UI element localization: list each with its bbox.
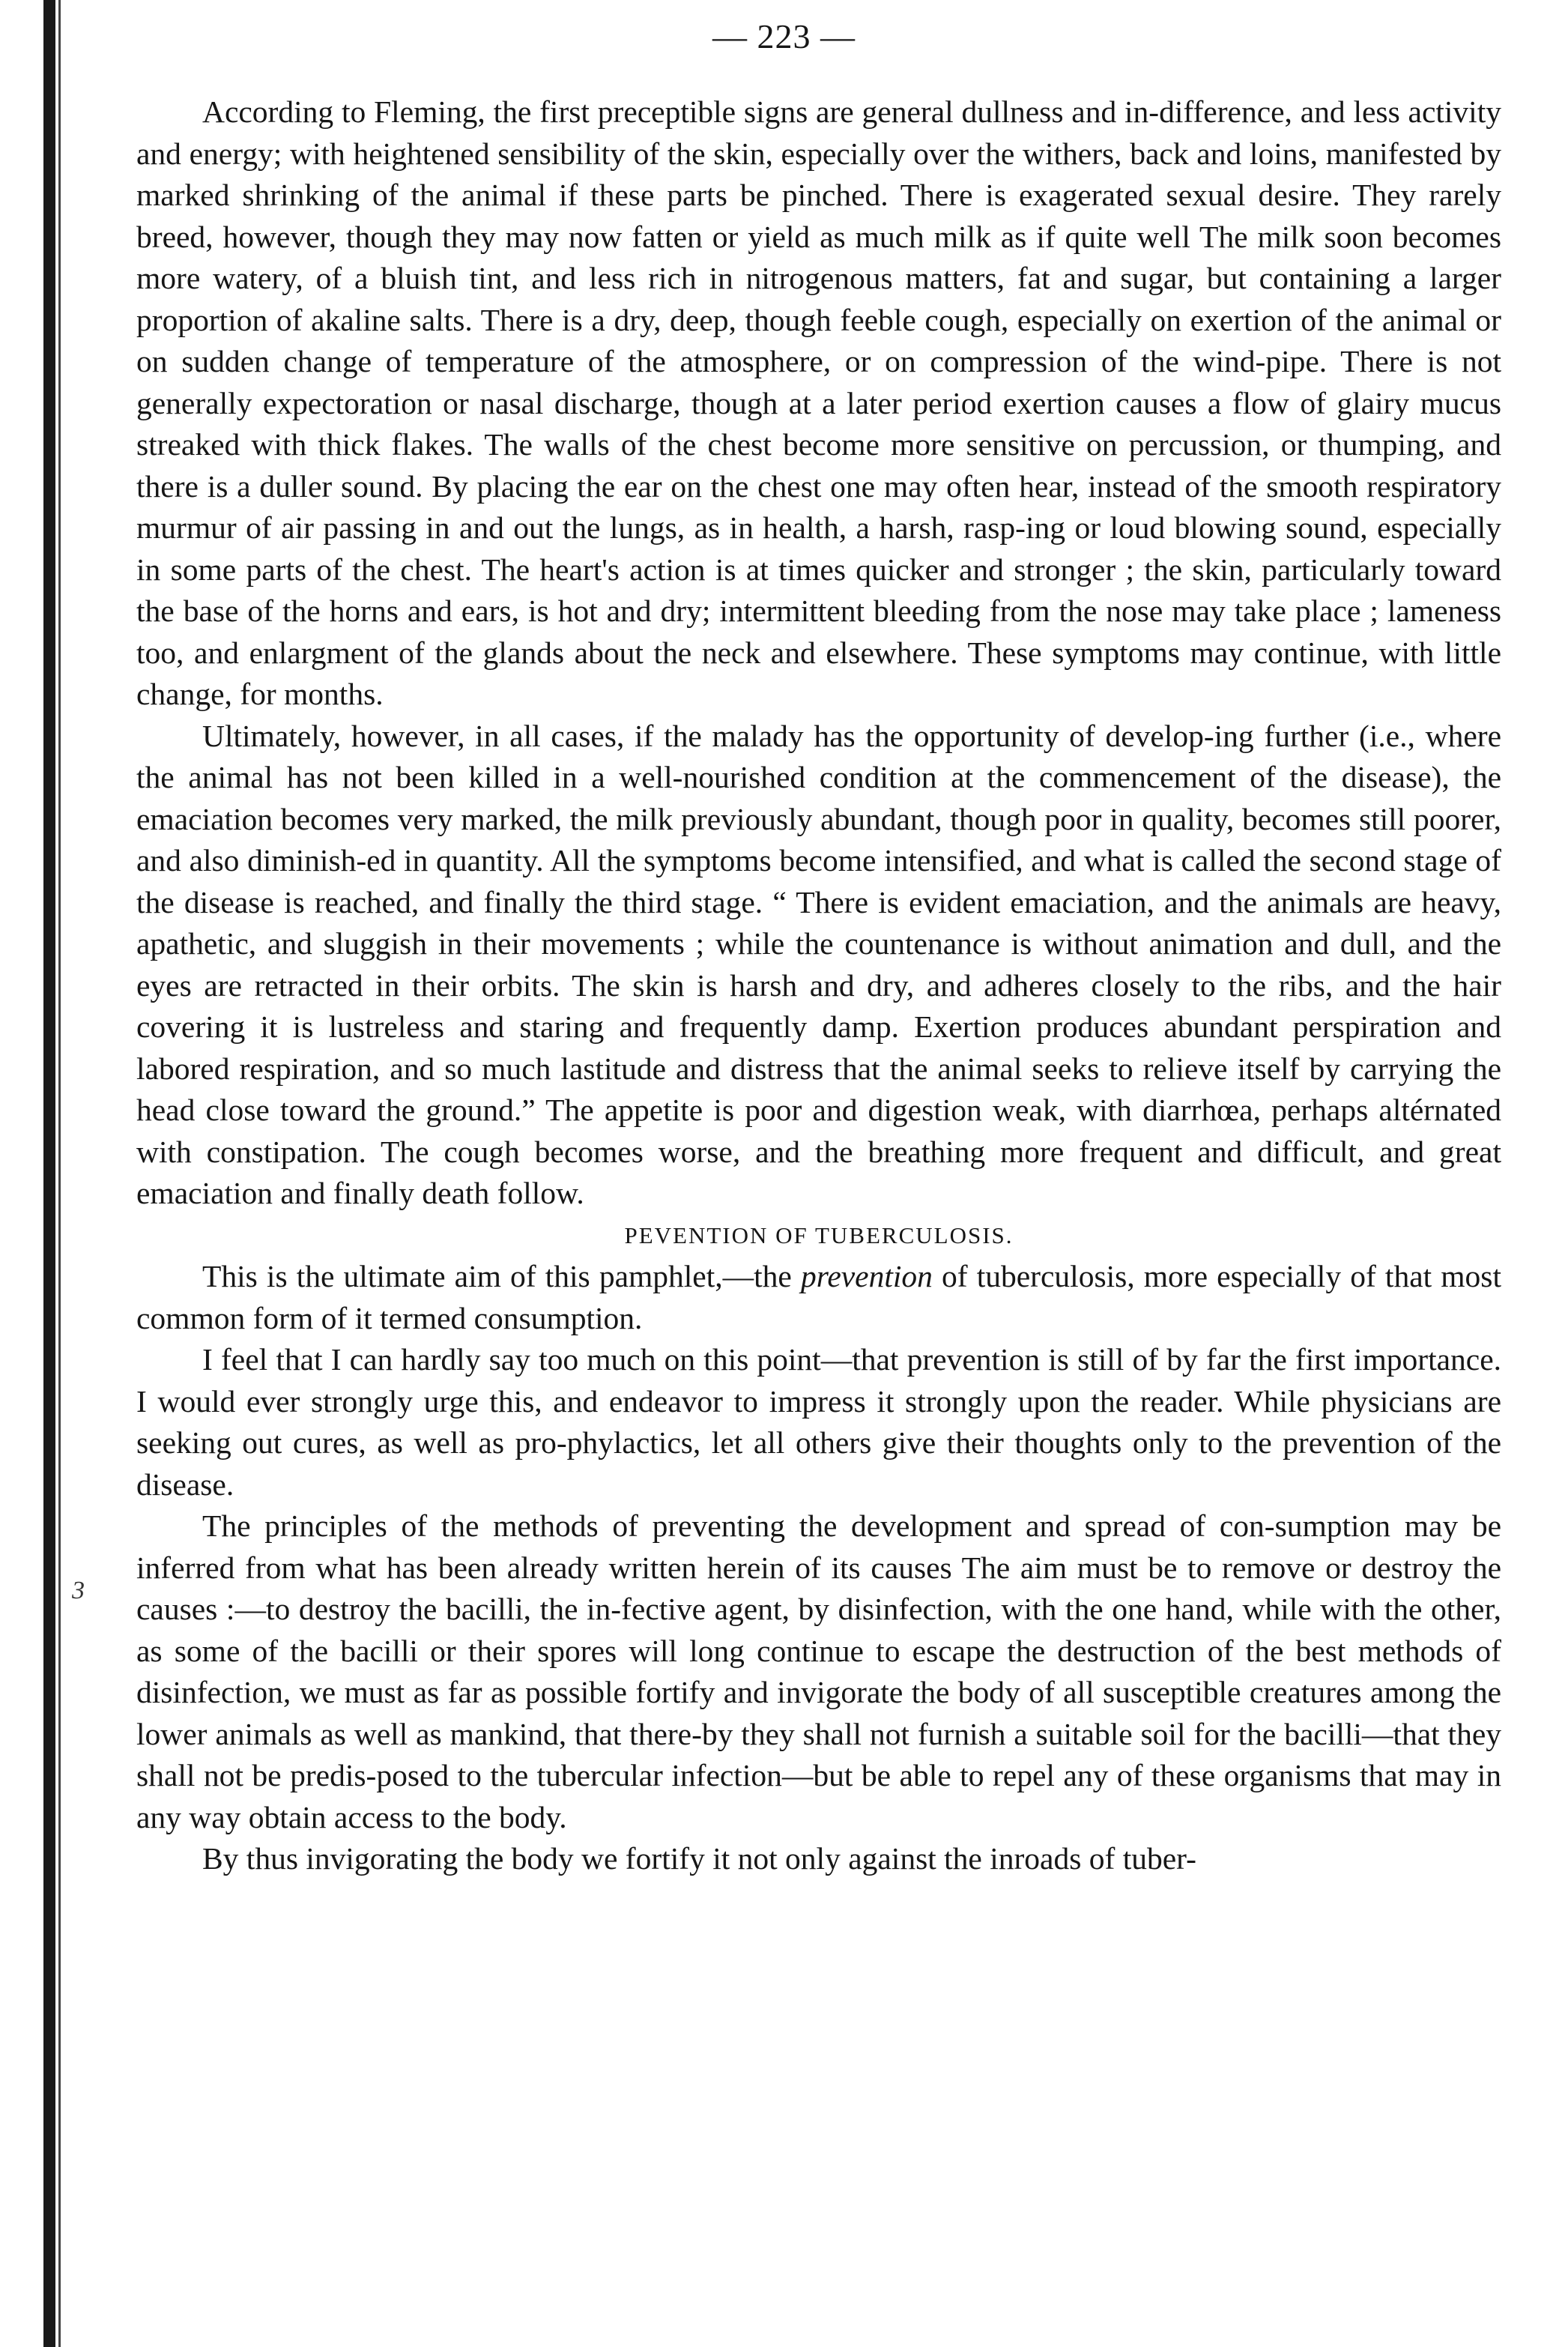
page-number: — 223 —: [712, 17, 856, 55]
page-body: [136, 91, 1501, 1880]
margin-mark: 3: [72, 1577, 85, 1604]
section-heading: PEVENTION OF TUBERCULOSIS.: [624, 1221, 1014, 1248]
paragraph-principles: The principles of the methods of preventing the development and spread of con-sumption may be inferred from what has been already written herein of its causes The aim must be to remove or destroy the causes :—to destroy the bacilli, the in-fective agent, by disinfection, with the one hand, while with the other, as some of the bacilli or their spores will long continue to escape the destruction of the best methods of disinfection, we must as far as possible fortify and invigorate the body of all susceptible creatures among the lower animals as well as mankind, that there-by they shall not furnish a suitable soil for the bacilli—that they shall not be predis-posed to the tubercular infection—but be able to repel any of these organisms that may in any way obtain access to the body.: [136, 1508, 1501, 1834]
paragraph-importance: I feel that I can hardly say too much on this point—that prevention is still of by far the first importance. I would ever strongly urge this, and endeavor to impress it strongly upon the reader. While physicians are seeking out cures, as well as pro-phylactics, let all others give their thoughts only to the prevention of the disease.: [136, 1342, 1501, 1502]
paragraph-later-stages: Ultimately, however, in all cases, if the malady has the opportunity of develop-ing further (i.e., where the animal has not been killed in a well-nourished condition at the commencement of the disease), the emaciation becomes very marked, the milk previously abundant, though poor in quality, becomes still poorer, and also diminish-ed in quantity. All the symptoms become intensified, and what is called the second stage of the disease is reached, and finally the third stage. “ There is evident emaciation, and the animals are heavy, apathetic, and sluggish in their movements ; while the countenance is without animation and dull, and the eyes are retracted in their orbits. The skin is harsh and dry, and adheres closely to the ribs, and the hair covering it is lustreless and staring and frequently damp. Exertion produces abundant perspiration and labored respiration, and so much lastitude and distress that the animal seeks to relieve itself by carrying the head close toward the ground.” The appetite is poor and digestion weak, with diarrhœa, perhaps altérnated with constipation. The cough becomes worse, and the breathing more frequent and difficult, and great emaciation and finally death follow.: [136, 718, 1501, 1210]
prevention-text-after: of tuberculosis, more especially of that most common form of it termed consumption.: [136, 1259, 1501, 1335]
prevention-emphasis: prevention: [800, 1259, 933, 1293]
paragraph-invigorating: By thus invigorating the body we fortify it not only against the inroads of tuber-: [202, 1841, 1196, 1876]
binding-edge: [43, 0, 55, 2347]
binding-edge-shadow: [58, 0, 61, 2347]
paragraph-fleming-symptoms: According to Fleming, the first preceptible signs are general dullness and in-difference, and less activity and energy; with heightened sensibility of the skin, especially over the withers, back and loins, manifested by marked shrinking of the animal if these parts be pinched. There is exagerated sexual desire. They rarely breed, however, though they may now fatten or yield as much milk as if quite well The milk soon becomes more watery, of a bluish tint, and less rich in nitrogenous matters, fat and sugar, but containing a larger proportion of akaline salts. There is a dry, deep, though feeble cough, especially on exertion of the animal or on sudden change of temperature of the atmosphere, or on compression of the wind-pipe. There is not generally expectoration or nasal discharge, though at a later period exertion causes a flow of glairy mucus streaked with thick flakes. The walls of the chest become more sensitive on percussion, or thumping, and there is a duller sound. By placing the ear on the chest one may often hear, instead of the smooth respiratory murmur of air passing in and out the lungs, as in health, a harsh, rasp-ing or loud blowing sound, especially in some parts of the chest. The heart's action is at times quicker and stronger ; the skin, particularly toward the base of the horns and ears, is hot and dry; intermittent bleeding from the nose may take place ; lameness too, and enlargment of the glands about the neck and elsewhere. These symptoms may continue, with little change, for months.: [136, 94, 1501, 711]
paragraph-ultimate-aim: [136, 1256, 1501, 1339]
prevention-text-before: This is the ultimate aim of this pamphlet,—the: [202, 1259, 801, 1293]
